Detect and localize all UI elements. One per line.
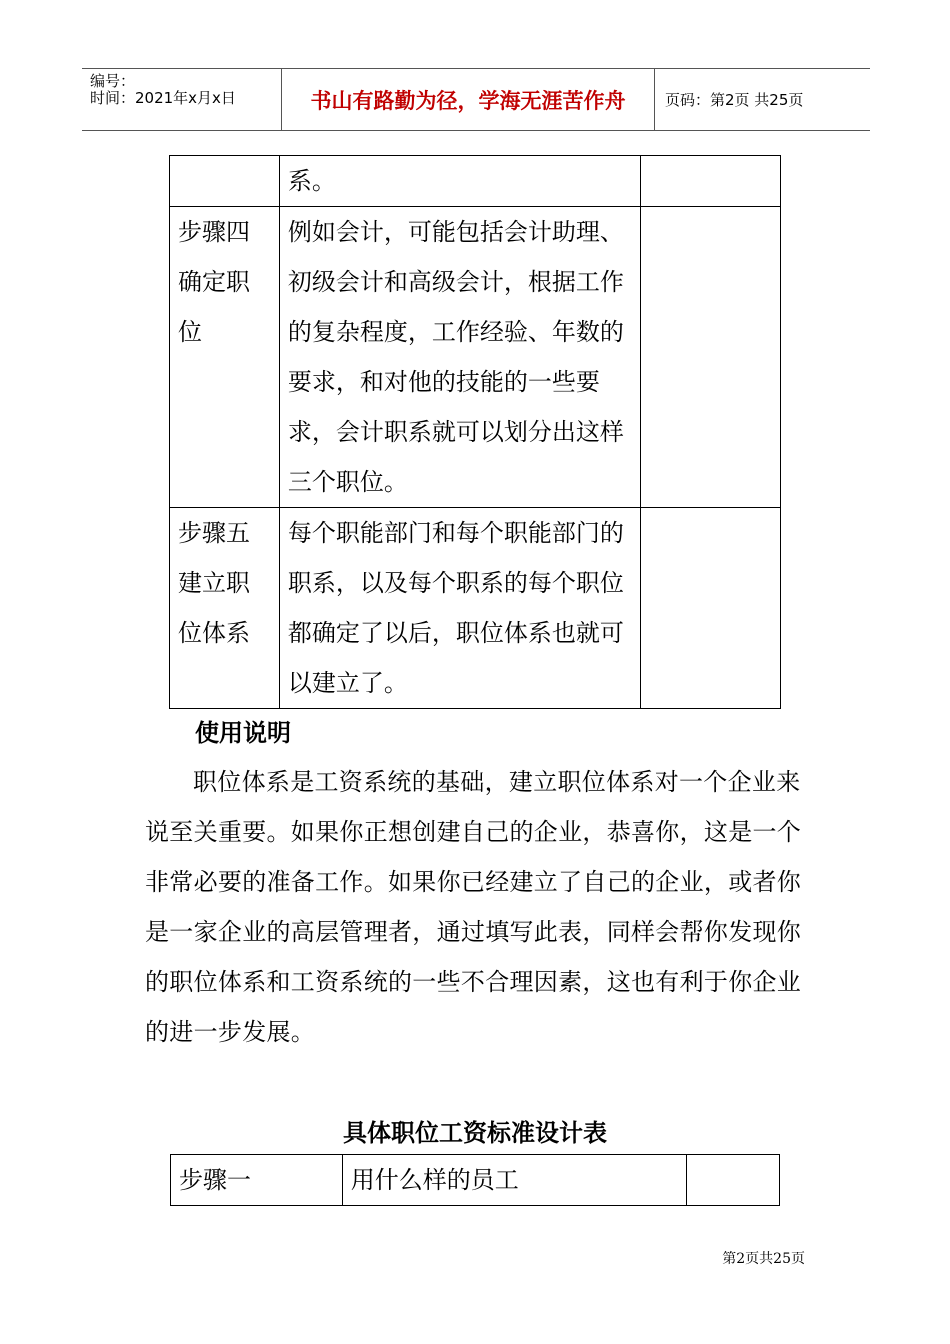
table2-title: 具体职位工资标准设计表 xyxy=(343,1119,607,1147)
page-footer: 第2页共25页 xyxy=(722,1251,805,1267)
note-cell xyxy=(641,508,781,709)
step-cell: 步骤四确定职位 xyxy=(170,207,280,508)
content-cell: 每个职能部门和每个职能部门的职系，以及每个职系的每个职位都确定了以后，职位体系也就可以建立了。 xyxy=(279,508,640,709)
page-info: 页码：第2页 共25页 xyxy=(665,91,804,109)
page-header xyxy=(82,68,870,131)
content-cell: 系。 xyxy=(279,156,640,207)
table-row xyxy=(170,508,781,709)
table-row xyxy=(170,156,781,207)
note-cell xyxy=(687,1155,780,1206)
header-motto-cell xyxy=(282,69,655,130)
content-cell: 例如会计，可能包括会计助理、初级会计和高级会计，根据工作的复杂程度，工作经验、年数的要求，和对他的技能的一些要求，会计职系就可以划分出这样三个职位。 xyxy=(279,207,640,508)
step-cell: 步骤一 xyxy=(171,1155,343,1206)
steps-table xyxy=(169,155,781,709)
header-meta xyxy=(82,69,282,130)
usage-title: 使用说明 xyxy=(195,719,291,747)
header-page-cell xyxy=(655,69,870,130)
note-cell xyxy=(641,156,781,207)
content-cell: 用什么样的员工 xyxy=(342,1155,686,1206)
usage-paragraph: 职位体系是工资系统的基础，建立职位体系对一个企业来说至关重要。如果你正想创建自己的企业，恭喜你，这是一个非常必要的准备工作。如果你已经建立了自己的企业，或者你是一家企业的高层管理者，通过填写此表，同样会帮你发现你的职位体系和工资系统的一些不合理因素，这也有利于你企业的进一步发展。 xyxy=(145,768,802,1046)
table-row xyxy=(171,1155,780,1206)
serial-label: 编号： xyxy=(90,72,136,90)
time-label: 时间：2021年x月x日 xyxy=(90,89,236,107)
motto: 书山有路勤为径，学海无涯苦作舟 xyxy=(310,88,626,113)
salary-design-table xyxy=(170,1154,780,1206)
table-row xyxy=(170,207,781,508)
note-cell xyxy=(641,207,781,508)
step-cell: 步骤五建立职位体系 xyxy=(170,508,280,709)
step-cell xyxy=(170,156,280,207)
